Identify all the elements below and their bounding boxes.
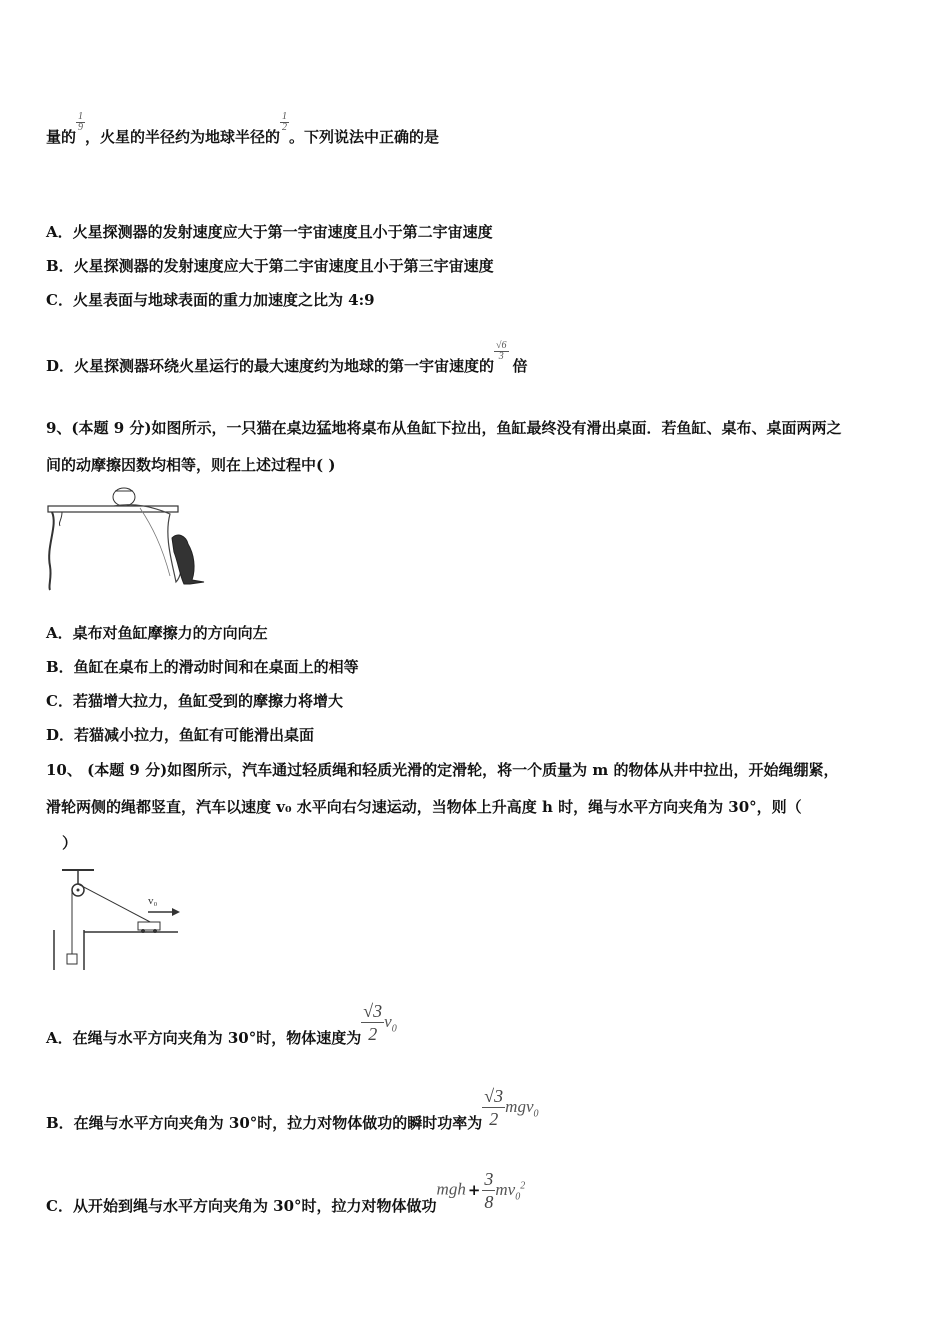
q8-option-d-tail: 倍	[512, 357, 528, 375]
q9-option-d: D．若猫减小拉力，鱼缸有可能滑出桌面	[46, 726, 315, 744]
q9-option-c: C．若猫增大拉力，鱼缸受到的摩擦力将增大	[46, 692, 343, 710]
q9-stem-line1: 9、(本题 9 分)如图所示，一只猫在桌边猛地将桌布从鱼缸下拉出，鱼缸最终没有滑出桌面．若鱼缸、桌布、桌面两两之	[46, 419, 842, 437]
q8-option-d-text: D．火星探测器环绕火星运行的最大速度约为地球的第一宇宙速度的	[46, 357, 495, 375]
fraction-sqrt6-over-3: $\frac{√6}{3}$	[496, 340, 507, 362]
q10-option-b	[46, 1085, 539, 1130]
velocity-label: v₀	[148, 895, 158, 907]
fraction-sqrt3-over-2: $\frac{√3}{2}$	[363, 1001, 383, 1044]
q10-option-b-text: B．在绳与水平方向夹角为 30°时，拉力对物体做功的瞬时功率为	[46, 1113, 483, 1132]
hanging-block	[67, 954, 77, 964]
q9-option-a: A．桌布对鱼缸摩擦力的方向向左	[46, 624, 268, 642]
q10-option-c-var: $mv_0^2$	[495, 1179, 526, 1202]
intro-part1: 量的	[46, 128, 77, 146]
fish-bowl	[113, 488, 135, 506]
intro-part2: ，火星的半径约为地球半径的	[85, 128, 281, 146]
fraction-one-half: $\frac{1}{2}$	[282, 111, 288, 133]
ceiling-support	[62, 870, 94, 884]
q10-option-b-var: mgv$_0$	[505, 1096, 539, 1119]
pulley-car-figure	[50, 866, 185, 976]
tablecloth	[114, 505, 183, 582]
q10-option-a-var: $v_0$	[384, 1011, 397, 1034]
q10-option-c-plus: +	[467, 1180, 481, 1199]
intro-part3: 。下列说法中正确的是	[289, 128, 440, 146]
q8-option-a: A．火星探测器的发射速度应大于第一宇宙速度且小于第二宇宙速度	[46, 223, 493, 241]
fraction-three-eighths: $\frac{3}{8}$	[484, 1169, 494, 1212]
fraction-sqrt3-over-2-b: $\frac{√3}{2}$	[484, 1086, 504, 1129]
q9-option-b: B．鱼缸在桌布上的滑动时间和在桌面上的相等	[46, 658, 359, 676]
q10-option-a-text: A．在绳与水平方向夹角为 30°时，物体速度为	[46, 1028, 362, 1047]
fraction-one-ninth: $\frac{1}{9}$	[78, 111, 84, 133]
q10-stem-line1: 10、 (本题 9 分)如图所示，汽车通过轻质绳和轻质光滑的定滑轮，将一个质量为 m 的物体从井中拉出，开始绳绷紧，	[46, 761, 839, 779]
q10-option-c-text: C．从开始到绳与水平方向夹角为 30°时，拉力对物体做功	[46, 1196, 437, 1215]
table	[48, 506, 178, 590]
q8-option-c: C．火星表面与地球表面的重力加速度之比为 4:9	[46, 291, 375, 309]
q8-option-d	[46, 334, 528, 375]
q10-option-c-mgh: mgh	[436, 1179, 466, 1199]
table-cat-figure	[44, 486, 214, 594]
intro-line	[46, 112, 439, 147]
q8-option-b: B．火星探测器的发射速度应大于第二宇宙速度且小于第三宇宙速度	[46, 257, 494, 275]
q10-stem-line2: 滑轮两侧的绳都竖直，汽车以速度 v₀ 水平向右匀速运动，当物体上升高度 h 时，绳与水平方向夹角为 30°，则（	[46, 798, 802, 816]
cat	[172, 535, 204, 584]
velocity-arrow-icon	[148, 908, 180, 916]
q10-option-a	[46, 1000, 397, 1045]
q9-stem-line2: 间的动摩擦因数均相等，则在上述过程中( )	[46, 456, 336, 474]
q10-option-c	[46, 1168, 525, 1213]
q10-stem-line3: ）	[62, 834, 78, 852]
